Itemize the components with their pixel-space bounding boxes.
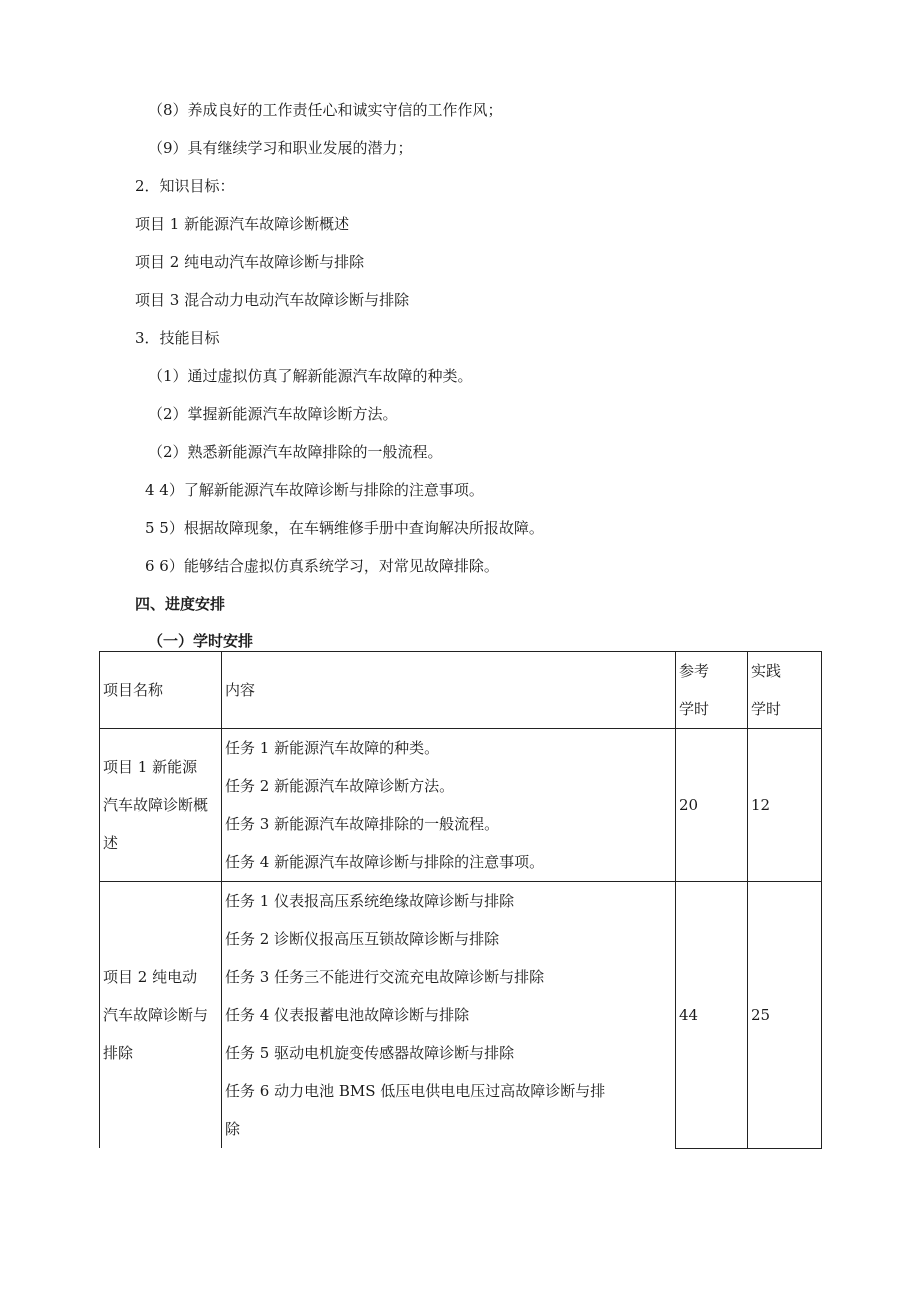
- task-item: 任务 2 诊断仪报高压互锁故障诊断与排除: [225, 930, 500, 948]
- project-name-cell: [100, 729, 222, 882]
- knowledge-item-1: 项目 1 新能源汽车故障诊断概述: [135, 215, 350, 233]
- section-subheading: （一）学时安排: [148, 632, 254, 650]
- project-name-line: 项目 1 新能源: [103, 758, 198, 776]
- tasks-cell: [222, 882, 676, 1149]
- task-item: 任务 6 动力电池 BMS 低压电供电电压过高故障诊断与排: [225, 1082, 606, 1100]
- task-item: 任务 4 仪表报蓄电池故障诊断与排除: [225, 1006, 470, 1024]
- header-ref-hours-line1: 参考: [679, 662, 710, 680]
- skill-item-6: 6 6）能够结合虚拟仿真系统学习，对常见故障排除。: [145, 557, 499, 575]
- task-item: 任务 2 新能源汽车故障诊断方法。: [225, 777, 455, 795]
- project-name-line: 排除: [103, 1044, 134, 1062]
- project-name-line: 述: [103, 834, 119, 852]
- practice-hours-cell: 25: [748, 882, 822, 1149]
- knowledge-heading: 2．知识目标：: [135, 177, 235, 195]
- skill-item-3: （2）熟悉新能源汽车故障排除的一般流程。: [148, 443, 443, 461]
- section-heading: 四、进度安排: [135, 595, 226, 613]
- header-practice-hours-line2: 学时: [751, 700, 782, 718]
- task-item: 任务 4 新能源汽车故障诊断与排除的注意事项。: [225, 853, 545, 871]
- project-name-line: 汽车故障诊断概: [103, 796, 209, 814]
- table-row: [100, 882, 822, 1149]
- skill-item-5: 5 5）根据故障现象，在车辆维修手册中查询解决所报故障。: [145, 519, 544, 537]
- header-content: 内容: [222, 652, 676, 729]
- header-ref-hours: [676, 652, 748, 729]
- tasks-cell: [222, 729, 676, 882]
- practice-hours-cell: 12: [748, 729, 822, 882]
- task-item: 任务 1 仪表报高压系统绝缘故障诊断与排除: [225, 892, 515, 910]
- goal-item-9: （9）具有继续学习和职业发展的潜力；: [148, 139, 413, 157]
- skill-item-2: （2）掌握新能源汽车故障诊断方法。: [148, 405, 398, 423]
- table-header-row: [100, 652, 822, 729]
- task-item: 任务 5 驱动电机旋变传感器故障诊断与排除: [225, 1044, 515, 1062]
- ref-hours-cell: 44: [676, 882, 748, 1149]
- task-item: 任务 1 新能源汽车故障的种类。: [225, 739, 440, 757]
- skill-item-1: （1）通过虚拟仿真了解新能源汽车故障的种类。: [148, 367, 473, 385]
- knowledge-item-2: 项目 2 纯电动汽车故障诊断与排除: [135, 253, 365, 271]
- ref-hours-cell: 20: [676, 729, 748, 882]
- skill-item-4: 4 4）了解新能源汽车故障诊断与排除的注意事项。: [145, 481, 484, 499]
- schedule-table: [99, 651, 822, 1149]
- goal-item-8: （8）养成良好的工作责任心和诚实守信的工作作风；: [148, 101, 503, 119]
- project-name-line: 汽车故障诊断与: [103, 1006, 209, 1024]
- task-item: 任务 3 新能源汽车故障排除的一般流程。: [225, 815, 500, 833]
- project-name-line: 项目 2 纯电动: [103, 968, 198, 986]
- header-ref-hours-line2: 学时: [679, 700, 710, 718]
- table-row: [100, 729, 822, 882]
- project-name-cell: [100, 882, 222, 1149]
- skill-heading: 3．技能目标: [135, 329, 220, 347]
- task-item: 任务 3 任务三不能进行交流充电故障诊断与排除: [225, 968, 545, 986]
- header-practice-hours-line1: 实践: [751, 662, 782, 680]
- header-practice-hours: [748, 652, 822, 729]
- knowledge-item-3: 项目 3 混合动力电动汽车故障诊断与排除: [135, 291, 410, 309]
- header-project-name: 项目名称: [100, 652, 222, 729]
- task-item: 除: [225, 1120, 241, 1138]
